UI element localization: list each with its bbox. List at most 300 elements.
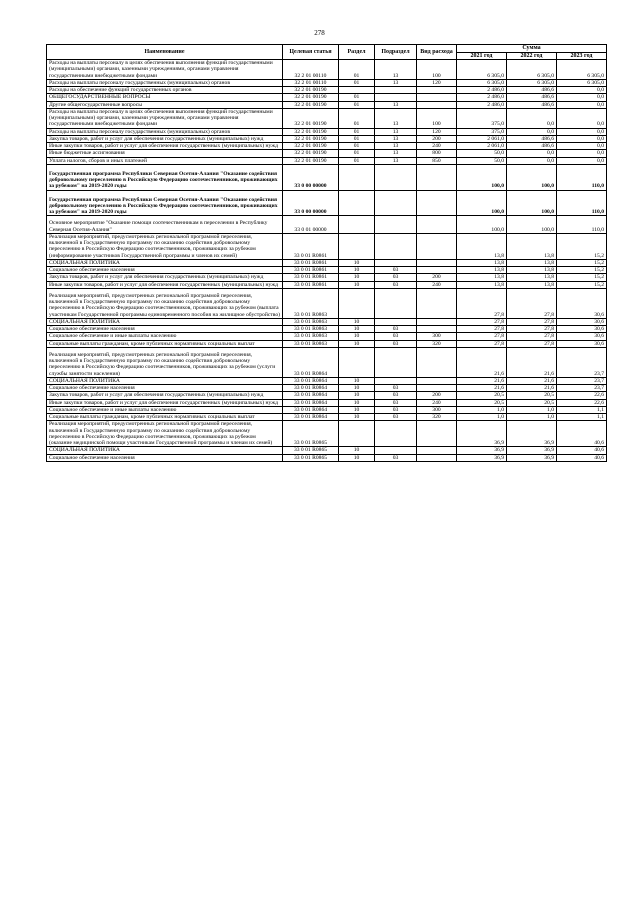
col-header-subsection: Подраздел	[375, 45, 417, 60]
row-name: Социальное обеспечение и иные выплаты населению	[47, 333, 283, 340]
table-row	[47, 326, 607, 333]
row-amount-2021: 1,0	[457, 414, 507, 421]
row-section	[339, 347, 375, 377]
row-section	[339, 288, 375, 318]
table-row	[47, 259, 607, 266]
row-target-code: 33 0 01 R0864	[283, 399, 339, 406]
table-row	[47, 377, 607, 384]
row-section: 10	[339, 454, 375, 461]
table-row	[47, 150, 607, 157]
row-kind	[417, 267, 457, 274]
row-section: 10	[339, 267, 375, 274]
row-amount-2021: 375,0	[457, 128, 507, 135]
row-section: 01	[339, 157, 375, 164]
row-amount-2021: 6 305,0	[457, 79, 507, 86]
row-section: 10	[339, 377, 375, 384]
row-amount-2021: 21,6	[457, 385, 507, 392]
row-amount-2021: 1,0	[457, 406, 507, 413]
row-kind	[417, 454, 457, 461]
row-target-code: 33 0 01 R0861	[283, 259, 339, 266]
row-amount-2023: 30,6	[557, 288, 607, 318]
row-amount-2022: 6 305,0	[507, 79, 557, 86]
row-name: Закупка товаров, работ и услуг для обеспечения государственных (муниципальных) нужд	[47, 274, 283, 281]
row-amount-2023: 15,2	[557, 233, 607, 259]
row-section	[339, 233, 375, 259]
row-amount-2022: 486,6	[507, 87, 557, 94]
row-amount-2022: 6 305,0	[507, 60, 557, 80]
row-kind	[417, 259, 457, 266]
col-header-name: Наименование	[47, 45, 283, 60]
row-amount-2021: 27,8	[457, 333, 507, 340]
table-row	[47, 60, 607, 80]
row-section: 01	[339, 101, 375, 108]
row-amount-2023: 0,0	[557, 87, 607, 94]
table-row	[47, 135, 607, 142]
row-section: 01	[339, 150, 375, 157]
table-row	[47, 414, 607, 421]
row-kind: 800	[417, 150, 457, 157]
row-amount-2022: 486,6	[507, 143, 557, 150]
row-target-code: 33 0 01 00000	[283, 216, 339, 234]
row-kind	[417, 94, 457, 101]
row-amount-2023: 0,0	[557, 101, 607, 108]
row-kind: 200	[417, 135, 457, 142]
row-name: Уплата налогов, сборов и иных платежей	[47, 157, 283, 164]
row-target-code: 32 2 01 00190	[283, 128, 339, 135]
row-amount-2021: 27,8	[457, 288, 507, 318]
row-subsection: 03	[375, 454, 417, 461]
row-target-code: 32 2 01 00190	[283, 101, 339, 108]
table-row	[47, 157, 607, 164]
row-kind: 120	[417, 128, 457, 135]
row-subsection: 03	[375, 414, 417, 421]
row-amount-2022: 13,8	[507, 274, 557, 281]
row-name: Иные бюджетные ассигнования	[47, 150, 283, 157]
table-row	[47, 267, 607, 274]
row-amount-2021: 375,0	[457, 108, 507, 128]
row-kind	[417, 233, 457, 259]
row-amount-2022: 27,8	[507, 288, 557, 318]
row-amount-2021: 50,0	[457, 157, 507, 164]
row-amount-2021: 36,9	[457, 447, 507, 454]
row-name: Иные закупки товаров, работ и услуг для обеспечения государственных (муниципальных) нужд	[47, 143, 283, 150]
row-target-code: 33 0 01 R0864	[283, 377, 339, 384]
row-target-code: 33 0 01 R0864	[283, 347, 339, 377]
row-name: Социальное обеспечение населения	[47, 454, 283, 461]
row-subsection	[375, 421, 417, 447]
row-name: Иные закупки товаров, работ и услуг для обеспечения государственных (муниципальных) нужд	[47, 399, 283, 406]
row-section: 10	[339, 281, 375, 288]
row-target-code: 32 2 01 00190	[283, 150, 339, 157]
row-section	[339, 164, 375, 190]
table-row	[47, 216, 607, 234]
row-subsection: 13	[375, 60, 417, 80]
table-row	[47, 94, 607, 101]
row-target-code: 33 0 01 R0861	[283, 233, 339, 259]
row-amount-2023: 30,6	[557, 340, 607, 347]
row-subsection	[375, 233, 417, 259]
row-amount-2021: 13,8	[457, 259, 507, 266]
row-amount-2022: 27,8	[507, 318, 557, 325]
col-header-2022: 2022 год	[507, 52, 557, 60]
row-kind: 240	[417, 143, 457, 150]
row-amount-2023: 0,0	[557, 94, 607, 101]
row-subsection	[375, 447, 417, 454]
row-subsection: 03	[375, 333, 417, 340]
row-subsection: 03	[375, 267, 417, 274]
row-amount-2021: 13,8	[457, 233, 507, 259]
row-name: Государственная программа Республики Северная Осетия-Алания "Оказание содействия добровольному переселению в Российскую Федерацию соотечественников, проживающих за рубежом" на 2019-2020 годы	[47, 164, 283, 190]
row-section: 10	[339, 259, 375, 266]
row-section	[339, 190, 375, 216]
row-amount-2023: 15,2	[557, 259, 607, 266]
row-subsection: 03	[375, 340, 417, 347]
table-row	[47, 190, 607, 216]
row-subsection: 03	[375, 385, 417, 392]
row-kind	[417, 190, 457, 216]
row-amount-2023: 0,0	[557, 108, 607, 128]
row-amount-2023: 40,6	[557, 447, 607, 454]
row-subsection: 03	[375, 406, 417, 413]
row-kind: 320	[417, 414, 457, 421]
row-name: Реализация мероприятий, предусмотренных региональной программой переселения, включенной в Государственную программу по оказанию содействия добровольному переселению в Российскую Федерацию соотечественников, проживающих за рубежом (услуги службы занятости населения)	[47, 347, 283, 377]
row-target-code: 33 0 01 R0864	[283, 385, 339, 392]
row-amount-2022: 0,0	[507, 150, 557, 157]
row-amount-2023: 0,0	[557, 143, 607, 150]
row-subsection	[375, 87, 417, 94]
row-section: 10	[339, 414, 375, 421]
row-name: Основное мероприятие "Оказание помощи соотечественникам в переселении в Республику Северная Осетия-Алания"	[47, 216, 283, 234]
row-subsection	[375, 190, 417, 216]
row-section: 10	[339, 340, 375, 347]
table-row	[47, 454, 607, 461]
row-kind	[417, 87, 457, 94]
row-amount-2022: 27,8	[507, 326, 557, 333]
row-amount-2021: 36,9	[457, 454, 507, 461]
row-amount-2021: 100,0	[457, 216, 507, 234]
row-section: 01	[339, 108, 375, 128]
row-section	[339, 216, 375, 234]
row-subsection: 13	[375, 101, 417, 108]
row-section: 10	[339, 326, 375, 333]
row-amount-2022: 36,9	[507, 421, 557, 447]
row-target-code: 32 2 01 00190	[283, 143, 339, 150]
row-amount-2021: 2 486,0	[457, 94, 507, 101]
row-amount-2023: 110,0	[557, 164, 607, 190]
table-row	[47, 318, 607, 325]
row-kind	[417, 385, 457, 392]
row-amount-2021: 21,6	[457, 377, 507, 384]
col-header-section: Раздел	[339, 45, 375, 60]
row-name: Социальное обеспечение населения	[47, 385, 283, 392]
row-section: 10	[339, 392, 375, 399]
row-target-code: 32 2 01 00110	[283, 60, 339, 80]
row-amount-2023: 15,2	[557, 281, 607, 288]
row-amount-2022: 13,8	[507, 233, 557, 259]
row-target-code: 33 0 01 R0863	[283, 288, 339, 318]
row-target-code: 33 0 01 R0865	[283, 421, 339, 447]
row-section: 10	[339, 406, 375, 413]
row-amount-2022: 100,0	[507, 190, 557, 216]
row-name: Социальное обеспечение и иные выплаты населению	[47, 406, 283, 413]
row-target-code: 33 0 01 R0865	[283, 447, 339, 454]
row-kind	[417, 421, 457, 447]
budget-table-body	[47, 60, 607, 462]
row-name: Расходы на выплаты персоналу государственных (муниципальных) органов	[47, 79, 283, 86]
col-header-kind: Вид расхода	[417, 45, 457, 60]
row-amount-2023: 40,6	[557, 454, 607, 461]
row-amount-2023: 23,7	[557, 347, 607, 377]
row-kind: 300	[417, 333, 457, 340]
table-row	[47, 399, 607, 406]
row-subsection: 13	[375, 135, 417, 142]
row-name: Закупка товаров, работ и услуг для обеспечения государственных (муниципальных) нужд	[47, 392, 283, 399]
row-target-code: 32 2 01 00190	[283, 94, 339, 101]
row-amount-2021: 13,8	[457, 281, 507, 288]
row-amount-2021: 21,6	[457, 347, 507, 377]
row-target-code: 33 0 01 R0863	[283, 333, 339, 340]
row-kind: 300	[417, 406, 457, 413]
row-kind: 100	[417, 108, 457, 128]
row-amount-2022: 36,9	[507, 447, 557, 454]
row-section: 10	[339, 318, 375, 325]
row-subsection: 13	[375, 128, 417, 135]
row-amount-2021: 36,9	[457, 421, 507, 447]
row-name: Другие общегосударственные вопросы	[47, 101, 283, 108]
row-amount-2022: 100,0	[507, 216, 557, 234]
row-amount-2023: 22,6	[557, 399, 607, 406]
row-amount-2023: 0,0	[557, 128, 607, 135]
row-kind	[417, 101, 457, 108]
row-amount-2022: 21,6	[507, 385, 557, 392]
col-header-sum: Сумма	[457, 45, 607, 53]
row-amount-2023: 110,0	[557, 190, 607, 216]
row-target-code: 32 2 01 00190	[283, 157, 339, 164]
row-section	[339, 87, 375, 94]
row-kind: 240	[417, 399, 457, 406]
row-subsection	[375, 288, 417, 318]
row-subsection	[375, 94, 417, 101]
row-amount-2021: 50,0	[457, 150, 507, 157]
row-amount-2022: 21,6	[507, 377, 557, 384]
row-amount-2023: 40,6	[557, 421, 607, 447]
row-name: Реализация мероприятий, предусмотренных региональной программой переселения, включенной в Государственную программу по оказанию содействия добровольному переселению в Российскую Федерацию соотечественников, проживающих за рубежом (выплата участникам Государственной программы единовременного пособия на жилищное обустройство)	[47, 288, 283, 318]
row-amount-2021: 2 486,0	[457, 101, 507, 108]
row-kind: 850	[417, 157, 457, 164]
row-amount-2023: 6 305,0	[557, 60, 607, 80]
row-section: 10	[339, 274, 375, 281]
table-row	[47, 164, 607, 190]
table-row	[47, 333, 607, 340]
row-subsection: 03	[375, 399, 417, 406]
row-name: Расходы на выплаты персоналу в целях обеспечения выполнения функций государственными (муниципальными) органами, казенными учреждениями, органами управления государственными внебюджетными фондами	[47, 60, 283, 80]
row-amount-2021: 100,0	[457, 190, 507, 216]
row-subsection	[375, 164, 417, 190]
table-row	[47, 281, 607, 288]
row-amount-2021: 20,5	[457, 392, 507, 399]
row-subsection: 13	[375, 79, 417, 86]
row-target-code: 32 2 01 00190	[283, 87, 339, 94]
row-kind: 100	[417, 60, 457, 80]
row-subsection	[375, 377, 417, 384]
row-kind: 200	[417, 274, 457, 281]
col-header-target: Целевая статья	[283, 45, 339, 60]
row-amount-2022: 20,5	[507, 392, 557, 399]
row-amount-2022: 21,6	[507, 347, 557, 377]
row-name: Социальное обеспечение населения	[47, 326, 283, 333]
row-subsection: 13	[375, 143, 417, 150]
row-kind: 320	[417, 340, 457, 347]
row-amount-2023: 30,6	[557, 326, 607, 333]
table-row	[47, 288, 607, 318]
row-subsection	[375, 216, 417, 234]
row-name: Государственная программа Республики Северная Осетия-Алания "Оказание содействия добровольному переселению в Российскую Федерацию соотечественников, проживающих за рубежом" на 2019-2020 годы	[47, 190, 283, 216]
row-kind: 240	[417, 281, 457, 288]
row-amount-2023: 1,1	[557, 414, 607, 421]
row-subsection: 03	[375, 392, 417, 399]
page-number: 278	[314, 29, 325, 37]
row-name: Расходы на обеспечение функций государственных органов	[47, 87, 283, 94]
row-name: Расходы на выплаты персоналу государственных (муниципальных) органов	[47, 128, 283, 135]
row-target-code: 32 2 01 00110	[283, 79, 339, 86]
row-name: СОЦИАЛЬНАЯ ПОЛИТИКА	[47, 377, 283, 384]
row-subsection: 03	[375, 281, 417, 288]
row-amount-2023: 1,1	[557, 406, 607, 413]
row-amount-2023: 22,6	[557, 392, 607, 399]
row-amount-2022: 27,8	[507, 333, 557, 340]
row-amount-2022: 20,5	[507, 399, 557, 406]
row-name: ОБЩЕГОСУДАРСТВЕННЫЕ ВОПРОСЫ	[47, 94, 283, 101]
row-subsection	[375, 347, 417, 377]
table-row	[47, 87, 607, 94]
table-row	[47, 340, 607, 347]
row-amount-2023: 30,6	[557, 318, 607, 325]
row-kind	[417, 447, 457, 454]
row-amount-2023: 23,7	[557, 377, 607, 384]
row-subsection: 13	[375, 108, 417, 128]
row-section: 01	[339, 143, 375, 150]
row-amount-2022: 0,0	[507, 108, 557, 128]
table-row	[47, 128, 607, 135]
row-amount-2021: 13,8	[457, 267, 507, 274]
row-name: Иные закупки товаров, работ и услуг для обеспечения государственных (муниципальных) нужд	[47, 281, 283, 288]
row-amount-2022: 13,8	[507, 259, 557, 266]
budget-table	[46, 44, 607, 462]
row-section: 10	[339, 399, 375, 406]
row-name: СОЦИАЛЬНАЯ ПОЛИТИКА	[47, 259, 283, 266]
row-kind: 200	[417, 392, 457, 399]
table-row	[47, 385, 607, 392]
table-row	[47, 143, 607, 150]
row-amount-2023: 110,0	[557, 216, 607, 234]
row-section: 10	[339, 447, 375, 454]
row-amount-2021: 2 061,0	[457, 143, 507, 150]
row-amount-2023: 6 305,0	[557, 79, 607, 86]
table-row	[47, 101, 607, 108]
row-amount-2022: 486,6	[507, 94, 557, 101]
row-kind	[417, 216, 457, 234]
row-amount-2023: 0,0	[557, 157, 607, 164]
row-amount-2023: 30,6	[557, 333, 607, 340]
row-name: Закупка товаров, работ и услуг для обеспечения государственных (муниципальных) нужд	[47, 135, 283, 142]
row-target-code: 32 2 01 00190	[283, 108, 339, 128]
row-amount-2021: 6 305,0	[457, 60, 507, 80]
row-kind	[417, 318, 457, 325]
row-kind: 120	[417, 79, 457, 86]
col-header-2023: 2023 год	[557, 52, 607, 60]
table-row	[47, 79, 607, 86]
table-row	[47, 347, 607, 377]
row-target-code: 33 0 01 R0864	[283, 392, 339, 399]
row-target-code: 33 0 01 R0861	[283, 267, 339, 274]
row-name: Социальное обеспечение населения	[47, 267, 283, 274]
row-amount-2021: 27,8	[457, 326, 507, 333]
row-amount-2022: 1,0	[507, 406, 557, 413]
row-amount-2021: 2 486,0	[457, 87, 507, 94]
row-section: 01	[339, 60, 375, 80]
row-section: 01	[339, 135, 375, 142]
row-name: СОЦИАЛЬНАЯ ПОЛИТИКА	[47, 447, 283, 454]
row-amount-2021: 2 061,0	[457, 135, 507, 142]
row-amount-2022: 0,0	[507, 157, 557, 164]
row-section: 10	[339, 385, 375, 392]
row-subsection: 13	[375, 150, 417, 157]
row-name: Реализация мероприятий, предусмотренных региональной программой переселения, включенной в Государственную программу по оказанию содействия добровольному переселению в Российскую Федерацию соотечественников, проживающих за рубежом (оказание медицинской помощи участникам Государственной программы и членам их семей)	[47, 421, 283, 447]
row-amount-2021: 27,8	[457, 340, 507, 347]
row-amount-2022: 1,0	[507, 414, 557, 421]
row-kind	[417, 164, 457, 190]
row-amount-2023: 23,7	[557, 385, 607, 392]
table-row	[47, 108, 607, 128]
row-target-code: 33 0 01 R0863	[283, 340, 339, 347]
row-name: СОЦИАЛЬНАЯ ПОЛИТИКА	[47, 318, 283, 325]
row-name: Реализация мероприятий, предусмотренных региональной программой переселения, включенной в Государственную программу по оказанию содействия добровольному переселению в Российскую Федерацию соотечественников, проживающих за рубежом (информирование участников Государственной программы и членов их семей)	[47, 233, 283, 259]
row-amount-2022: 0,0	[507, 128, 557, 135]
table-row	[47, 421, 607, 447]
table-row	[47, 233, 607, 259]
row-name: Расходы на выплаты персоналу в целях обеспечения выполнения функций государственными (муниципальными) органами, казенными учреждениями, органами управления государственными внебюджетными фондами	[47, 108, 283, 128]
row-target-code: 32 2 01 00190	[283, 135, 339, 142]
row-name: Социальные выплаты гражданам, кроме публичных нормативных социальных выплат	[47, 414, 283, 421]
row-target-code: 33 0 01 R0861	[283, 274, 339, 281]
row-target-code: 33 0 01 R0865	[283, 454, 339, 461]
row-target-code: 33 0 01 R0864	[283, 406, 339, 413]
row-amount-2022: 486,6	[507, 101, 557, 108]
row-amount-2022: 27,8	[507, 340, 557, 347]
row-section: 01	[339, 79, 375, 86]
row-amount-2022: 13,8	[507, 281, 557, 288]
row-subsection: 13	[375, 157, 417, 164]
table-row	[47, 447, 607, 454]
row-amount-2022: 36,9	[507, 454, 557, 461]
row-kind	[417, 326, 457, 333]
row-target-code: 33 0 00 00000	[283, 164, 339, 190]
col-header-2021: 2021 год	[457, 52, 507, 60]
row-amount-2021: 100,0	[457, 164, 507, 190]
table-row	[47, 392, 607, 399]
row-target-code: 33 0 00 00000	[283, 190, 339, 216]
row-amount-2022: 13,8	[507, 267, 557, 274]
row-amount-2023: 0,0	[557, 135, 607, 142]
row-section: 10	[339, 333, 375, 340]
row-amount-2021: 20,5	[457, 399, 507, 406]
row-amount-2021: 27,8	[457, 318, 507, 325]
table-row	[47, 274, 607, 281]
row-target-code: 33 0 01 R0863	[283, 318, 339, 325]
row-section	[339, 421, 375, 447]
row-subsection	[375, 259, 417, 266]
row-amount-2021: 13,8	[457, 274, 507, 281]
